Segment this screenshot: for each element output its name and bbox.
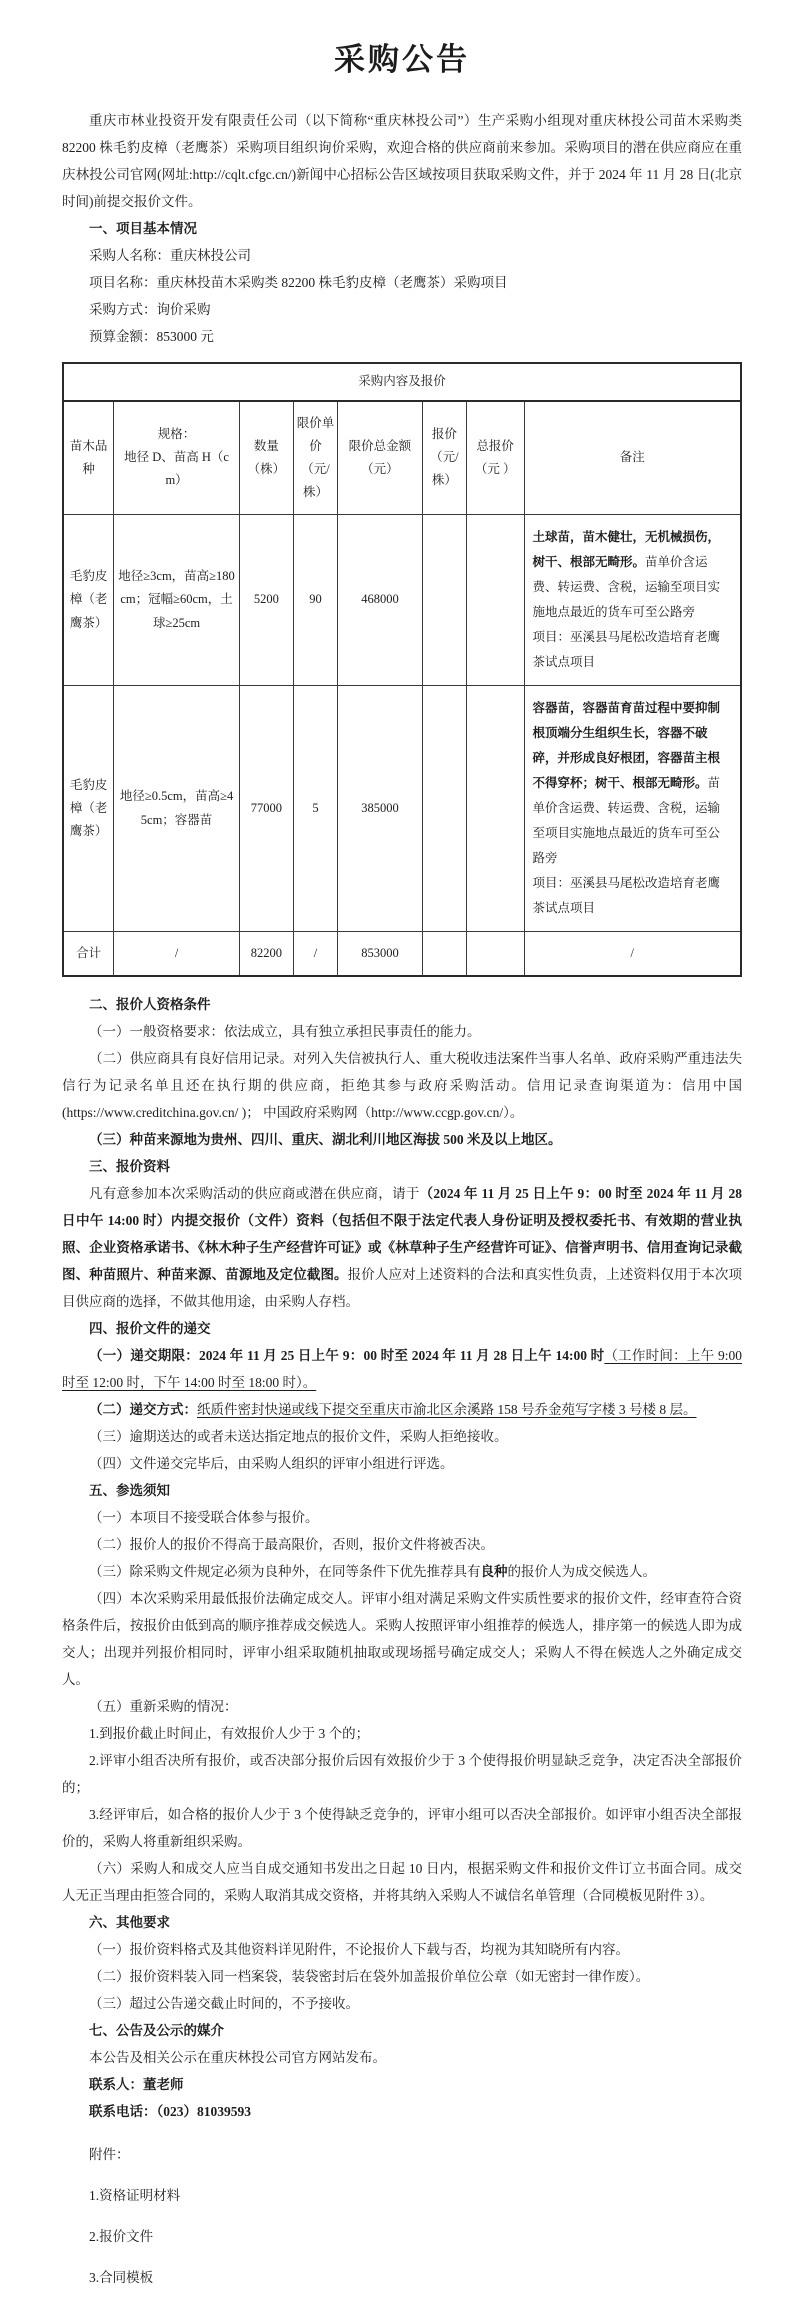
header-species: 苗木品种 [63, 401, 114, 515]
publication-statement: 本公告及相关公示在重庆林投公司官方网站发布。 [89, 2050, 386, 2066]
table-total-row [63, 932, 741, 977]
section-5-item-5-sub-1: 1.到报价截止时间止，有效报价人少于 3 个的； [89, 1726, 370, 1742]
row1-quantity: 5200 [239, 515, 293, 686]
row1-remark [524, 515, 741, 686]
total-quote-unit [422, 932, 466, 977]
section-2-item-1: （一）一般资格要求：依法成立，具有独立承担民事责任的能力。 [89, 1024, 481, 1040]
table-row [63, 515, 741, 686]
section-6-heading: 六、其他要求 [89, 1915, 170, 1931]
row2-remark-project: 项目：巫溪县马尾松改造培育老鹰茶试点项目 [532, 876, 721, 916]
header-remark: 备注 [524, 401, 741, 515]
row2-remark [524, 686, 741, 932]
attachments-label: 附件： [89, 2147, 130, 2163]
attachment-item-3: 3.合同模板 [89, 2270, 154, 2286]
section-2-item-2: （二）供应商具有良好信用记录。对列入失信被执行人、重大税收违法案件当事人名单、政府采购严重违法失信行为记录名单且还在执行期的供应商，拒绝其参与政府采购活动。信用记录查询渠道为：信用中国(https://www.creditchina.gov.cn/ )； 中国政府采购网（http://www.ccgp.gov.cn/）。 [62, 1051, 742, 1121]
header-spec [114, 401, 239, 515]
section-5-heading: 五、参选须知 [89, 1483, 170, 1499]
section-6-item-3: （三）超过公告递交截止时间的，不予接收。 [89, 1996, 359, 2012]
section-5-item-6: （六）采购人和成交人应当自成交通知书发出之日起 10 日内，根据采购文件和报价文件订立书面合同。成交人无正当理由拒签合同的，采购人取消其成交资格，并将其纳入采购人不诚信名单管理（合同模板见附件 3）。 [62, 1861, 742, 1904]
procurement-content-table [62, 362, 742, 977]
total-limit-unit-price: / [294, 932, 338, 977]
section-7-heading: 七、公告及公示的媒介 [89, 2023, 224, 2039]
attachment-item-2: 2.报价文件 [89, 2229, 154, 2245]
section-4-heading: 四、报价文件的递交 [89, 1321, 211, 1337]
section-3-heading: 三、报价资料 [89, 1159, 170, 1175]
section-5-item-3 [62, 1558, 742, 1585]
section-5-item-3-bold: 良种 [480, 1564, 508, 1580]
section-5-item-4: （四）本次采购采用最低报价法确定成交人。评审小组对满足采购文件实质性要求的报价文件，经审查符合资格条件后，按报价由低到高的顺序推荐成交候选人。采购人按照评审小组推荐的候选人，排序第一的候选人即为成交人；出现并列报价相同时，评审小组采取随机抽取或现场摇号确定成交人；采购人不得在候选人之外确定成交人。 [62, 1591, 742, 1688]
header-spec-line2: 地径 D、苗高 H（cm） [124, 450, 229, 488]
section-1-heading: 一、项目基本情况 [89, 221, 197, 237]
row1-remark-bold: 土球苗，苗木健壮，无机械损伤，树干、根部无畸形。 [532, 530, 721, 570]
header-quote-total: 总报价（元 ） [466, 401, 524, 515]
table-header-row [63, 401, 741, 515]
header-limit-total: 限价总金额（元） [338, 401, 423, 515]
header-quote-unit: 报价（元/株） [422, 401, 466, 515]
table-row [63, 686, 741, 932]
row1-limit-total: 468000 [338, 515, 423, 686]
section-3-pre: 凡有意参加本次采购活动的供应商或潜在供应商，请于 [89, 1186, 420, 1202]
section-4-item-4: （四）文件递交完毕后，由采购人组织的评审小组进行评选。 [89, 1456, 454, 1472]
section-4-item-3: （三）逾期送达的或者未送达指定地点的报价文件，采购人拒绝接收。 [89, 1429, 508, 1445]
row1-species: 毛豹皮樟（老鹰茶） [63, 515, 114, 686]
section-5-item-3-rest: 的报价人为成交候选人。 [507, 1564, 656, 1580]
row2-quote-unit [422, 686, 466, 932]
submission-deadline: （一）递交期限：2024 年 11 月 25 日上午 9：00 时至 2024 年 11 月 28 日上午 14:00 时 [89, 1348, 605, 1364]
section-3-rest: 报价人应对上述资料的合法和真实性负责，上述资料仅用于本次项目供应商的选择，不做其他用途，由采购人存档。 [62, 1267, 743, 1310]
project-name-line: 项目名称：重庆林投苗木采购类 82200 株毛豹皮樟（老鹰茶）采购项目 [89, 275, 508, 291]
section-5-item-1: （一）本项目不接受联合体参与报价。 [89, 1510, 319, 1526]
row2-remark-rest: 苗单价含运费、转运费、含税，运输至项目实施地点最近的货车可至公路旁 [532, 776, 721, 866]
table-caption-row [63, 363, 741, 400]
row1-quote-unit [422, 515, 466, 686]
row2-species: 毛豹皮樟（老鹰茶） [63, 686, 114, 932]
doc-title: 采购公告 [334, 42, 470, 77]
section-4-item-1 [62, 1342, 742, 1396]
header-quantity: 数量（株） [239, 401, 293, 515]
working-hours: （工作时间：上午 9:00 时至 12:00 时，下午 14:00 时至 18:00 时）。 [62, 1348, 742, 1391]
total-quantity: 82200 [239, 932, 293, 977]
header-spec-line1: 规格： [157, 427, 196, 442]
section-2-item-3: （三）种苗来源地为贵州、四川、重庆、湖北利川地区海拔 500 米及以上地区。 [89, 1132, 562, 1148]
procurement-method-line: 采购方式：询价采购 [89, 302, 211, 318]
section-5-item-5: （五）重新采购的情况： [89, 1699, 238, 1715]
total-quote-total [466, 932, 524, 977]
row2-remark-bold: 容器苗，容器苗育苗过程中要抑制根顶端分生组织生长，容器不破碎，并形成良好根团，容器苗主根不得穿杯；树干、根部无畸形。 [532, 701, 721, 791]
row2-limit-total: 385000 [338, 686, 423, 932]
submission-address: 纸质件密封快递或线下提交至重庆市渝北区余溪路 158 号乔金苑写字楼 3 号楼 8 层。 [197, 1402, 697, 1418]
buyer-name-line: 采购人名称：重庆林投公司 [89, 248, 251, 264]
row2-quantity: 77000 [239, 686, 293, 932]
intro-paragraph: 重庆市林业投资开发有限责任公司（以下简称“重庆林投公司”）生产采购小组现对重庆林投公司苗木采购类 82200 株毛豹皮樟（老鹰茶）采购项目组织询价采购，欢迎合格的供应商前来参加。采购项目的潜在供应商应在重庆林投公司官网(网址:http://cqlt.cfgc.cn/)新闻中心招标公告区域按项目获取采购文件，并于 2024 年 11 月 28 日(北京时间)前提交报价文件。 [62, 113, 742, 210]
section-4-item-2 [62, 1396, 742, 1423]
section-6-item-1: （一）报价资料格式及其他资料详见附件，不论报价人下载与否，均视为其知晓所有内容。 [89, 1942, 629, 1958]
row1-remark-project: 项目：巫溪县马尾松改造培育老鹰茶试点项目 [532, 630, 721, 670]
budget-line: 预算金额：853000 元 [89, 329, 214, 345]
section-6-item-2: （二）报价资料装入同一档案袋，装袋密封后在袋外加盖报价单位公章（如无密封一律作废）。 [89, 1969, 650, 1985]
section-5-item-5-sub-2: 2.评审小组否决所有报价，或否决部分报价后因有效报价少于 3 个使得报价明显缺乏竞争，决定否决全部报价的； [62, 1753, 742, 1796]
table-caption: 采购内容及报价 [63, 363, 741, 400]
row1-limit-unit-price: 90 [294, 515, 338, 686]
submission-method-label: （二）递交方式： [89, 1402, 197, 1418]
row1-spec: 地径≥3cm，苗高≥180cm；冠幅≥60cm，土球≥25cm [114, 515, 239, 686]
row2-quote-total [466, 686, 524, 932]
section-5-item-2: （二）报价人的报价不得高于最高限价，否则，报价文件将被否决。 [89, 1537, 494, 1553]
section-5-item-3-pre: （三）除采购文件规定必须为良种外，在同等条件下优先推荐具有 [89, 1564, 481, 1580]
total-remark: / [524, 932, 741, 977]
row1-remark-rest: 苗单价含运费、转运费、含税，运输至项目实施地点最近的货车可至公路旁 [532, 555, 721, 620]
section-5-item-5-sub-3: 3.经评审后，如合格的报价人少于 3 个使得缺乏竞争的，评审小组可以否决全部报价。如评审小组否决全部报价的，采购人将重新组织采购。 [62, 1807, 742, 1850]
row1-quote-total [466, 515, 524, 686]
contact-name-line: 联系人：董老师 [89, 2077, 184, 2093]
row2-spec: 地径≥0.5cm，苗高≥45cm；容器苗 [114, 686, 239, 932]
total-limit-total: 853000 [338, 932, 423, 977]
section-3-paragraph [62, 1180, 742, 1315]
total-spec: / [114, 932, 239, 977]
section-2-heading: 二、报价人资格条件 [89, 997, 211, 1013]
total-label: 合计 [63, 932, 114, 977]
header-limit-unit-price: 限价单价（元/株） [294, 401, 338, 515]
row2-limit-unit-price: 5 [294, 686, 338, 932]
attachment-item-1: 1.资格证明材料 [89, 2188, 181, 2204]
contact-phone-line: 联系电话：（023）81039593 [89, 2104, 251, 2120]
section-3-bold: （2024 年 11 月 25 日上午 9：00 时至 2024 年 11 月 28 日中午 14:00 时）内提交报价（文件）资料（包括但不限于法定代表人身份证明及授权委托书、有效期的营业执照、企业资格承诺书、《林木种子生产经营许可证》或《林草种子生产经营许可证》、信誉声明书、信用查询记录截图、种苗照片、种苗来源、苗源地及定位截图。 [62, 1186, 743, 1283]
